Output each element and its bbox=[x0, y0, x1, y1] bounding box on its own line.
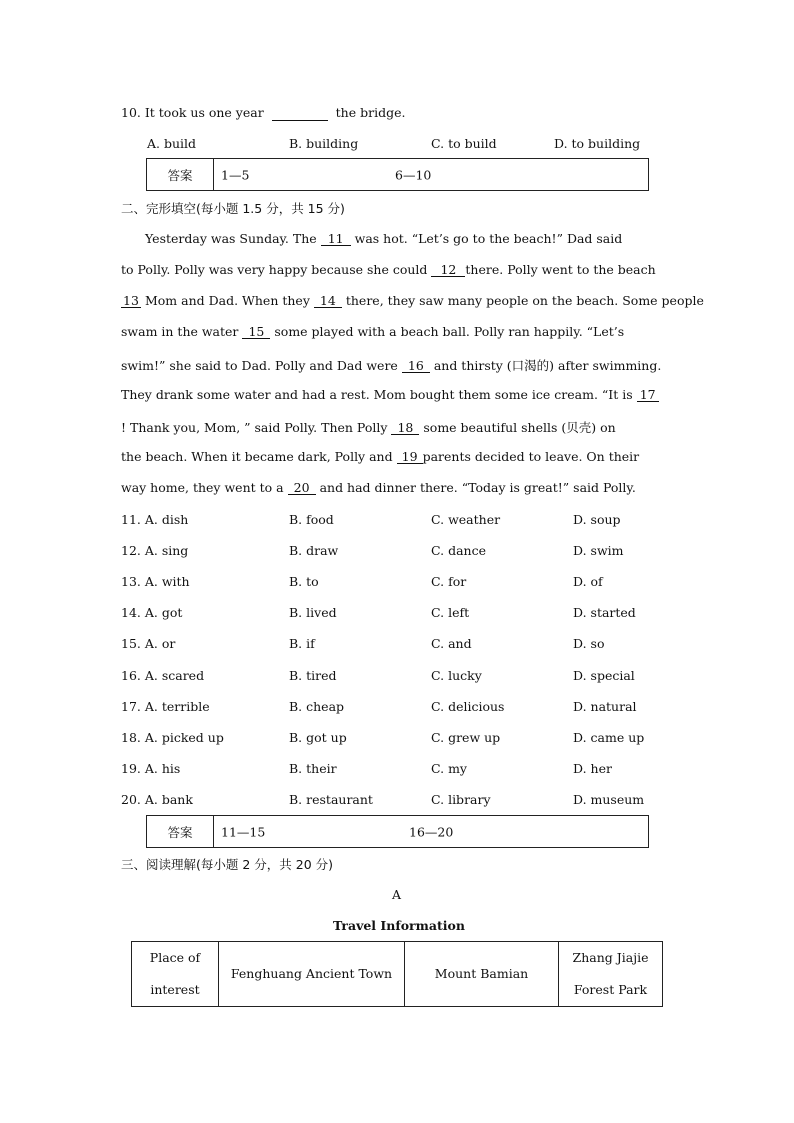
passage-part-label: A bbox=[392, 887, 402, 902]
table-cell-fenghuang: Fenghuang Ancient Town bbox=[219, 942, 405, 1007]
passage-line-5: swim!” she said to Dad. Polly and Dad were 16 and thirsty (口渴的) after swimming. bbox=[121, 358, 662, 373]
q17-option-b: B. cheap bbox=[289, 699, 345, 714]
travel-info-table bbox=[131, 941, 663, 1007]
q14-option-c: C. left bbox=[431, 605, 470, 620]
q11-option-c: C. weather bbox=[431, 512, 501, 527]
blank-13: 13 bbox=[121, 294, 141, 308]
q17-option-c: C. delicious bbox=[431, 699, 505, 714]
passage-line-4: swam in the water 15 some played with a beach ball. Polly ran happily. “Let’s bbox=[121, 324, 625, 339]
passage-line-7: ! Thank you, Mom, ” said Polly. Then Polly 18 some beautiful shells (贝壳) on bbox=[121, 420, 616, 435]
answer-label: 答案 bbox=[147, 816, 214, 847]
q11-option-d: D. soup bbox=[573, 512, 621, 527]
q10-stem-end: the bridge. bbox=[335, 105, 406, 120]
section-2-heading: 二、完形填空(每小题 1.5 分，共 15 分) bbox=[121, 201, 345, 216]
q14-option-b: B. lived bbox=[289, 605, 337, 620]
passage-line-2: to Polly. Polly was very happy because she could 12 there. Polly went to the beach bbox=[121, 262, 656, 277]
q13-option-d: D. of bbox=[573, 574, 603, 589]
passage-line-1: Yesterday was Sunday. The 11 was hot. “Let’s go to the beach!” Dad said bbox=[145, 231, 623, 246]
blank-11: 11 bbox=[321, 232, 351, 246]
answer-range-11-15: 11—15 bbox=[221, 824, 266, 839]
table-cell-mount-bamian: Mount Bamian bbox=[405, 942, 559, 1007]
passage-line-8: the beach. When it became dark, Polly and 19 parents decided to leave. On their bbox=[121, 449, 640, 464]
table-cell-zhangjiajie: Zhang Jiajie Forest Park bbox=[559, 942, 663, 1007]
q10-stem bbox=[121, 105, 405, 121]
q16-option-a: 16. A. scared bbox=[121, 668, 205, 683]
q13-option-a: 13. A. with bbox=[121, 574, 190, 589]
q10-option-c: C. to build bbox=[431, 136, 497, 151]
passage-line-3: 13 Mom and Dad. When they 14 there, they saw many people on the beach. Some people bbox=[121, 293, 674, 308]
q12-option-b: B. draw bbox=[289, 543, 339, 558]
q12-option-a: 12. A. sing bbox=[121, 543, 189, 558]
q20-option-a: 20. A. bank bbox=[121, 792, 193, 807]
blank-16: 16 bbox=[402, 359, 430, 373]
q19-option-d: D. her bbox=[573, 761, 612, 776]
q16-option-b: B. tired bbox=[289, 668, 337, 683]
q10-blank bbox=[272, 105, 328, 121]
passage-line-9: way home, they went to a 20 and had dinner there. “Today is great!” said Polly. bbox=[121, 480, 636, 495]
answer-box-1 bbox=[146, 158, 649, 191]
passage-title: Travel Information bbox=[333, 918, 465, 933]
q12-option-d: D. swim bbox=[573, 543, 624, 558]
q19-option-b: B. their bbox=[289, 761, 337, 776]
q15-option-a: 15. A. or bbox=[121, 636, 176, 651]
q10-option-d: D. to building bbox=[554, 136, 641, 151]
q15-option-c: C. and bbox=[431, 636, 472, 651]
blank-15: 15 bbox=[242, 325, 270, 339]
answer-range-1-5: 1—5 bbox=[221, 167, 250, 182]
answer-range-16-20: 16—20 bbox=[409, 824, 454, 839]
blank-12: 12 bbox=[431, 263, 465, 277]
answer-box-2 bbox=[146, 815, 649, 848]
q15-option-d: D. so bbox=[573, 636, 605, 651]
q18-option-c: C. grew up bbox=[431, 730, 501, 745]
blank-14: 14 bbox=[314, 294, 342, 308]
q18-option-d: D. came up bbox=[573, 730, 645, 745]
q20-option-b: B. restaurant bbox=[289, 792, 373, 807]
q11-option-b: B. food bbox=[289, 512, 334, 527]
q18-option-a: 18. A. picked up bbox=[121, 730, 224, 745]
blank-20: 20 bbox=[288, 481, 316, 495]
table-cell-place-of-interest: Place of interest bbox=[132, 942, 219, 1007]
q14-option-a: 14. A. got bbox=[121, 605, 183, 620]
table-row bbox=[132, 942, 663, 1007]
q13-option-b: B. to bbox=[289, 574, 319, 589]
q17-option-a: 17. A. terrible bbox=[121, 699, 210, 714]
q19-option-a: 19. A. his bbox=[121, 761, 181, 776]
q16-option-d: D. special bbox=[573, 668, 635, 683]
q10-stem-text: 10. It took us one year bbox=[121, 105, 264, 120]
answer-range-6-10: 6—10 bbox=[395, 167, 432, 182]
q14-option-d: D. started bbox=[573, 605, 636, 620]
q18-option-b: B. got up bbox=[289, 730, 347, 745]
q10-option-a: A. build bbox=[147, 136, 197, 151]
q19-option-c: C. my bbox=[431, 761, 467, 776]
q17-option-d: D. natural bbox=[573, 699, 637, 714]
q12-option-c: C. dance bbox=[431, 543, 486, 558]
q10-option-b: B. building bbox=[289, 136, 359, 151]
answer-label: 答案 bbox=[147, 159, 214, 190]
passage-line-6: They drank some water and had a rest. Mom bought them some ice cream. “It is 17 bbox=[121, 387, 674, 402]
blank-19: 19 bbox=[397, 450, 423, 464]
q20-option-c: C. library bbox=[431, 792, 491, 807]
q15-option-b: B. if bbox=[289, 636, 315, 651]
blank-18: 18 bbox=[391, 421, 419, 435]
q13-option-c: C. for bbox=[431, 574, 467, 589]
blank-17: 17 bbox=[637, 388, 659, 402]
q20-option-d: D. museum bbox=[573, 792, 645, 807]
q16-option-c: C. lucky bbox=[431, 668, 482, 683]
section-3-heading: 三、阅读理解(每小题 2 分，共 20 分) bbox=[121, 857, 334, 872]
q11-option-a: 11. A. dish bbox=[121, 512, 189, 527]
